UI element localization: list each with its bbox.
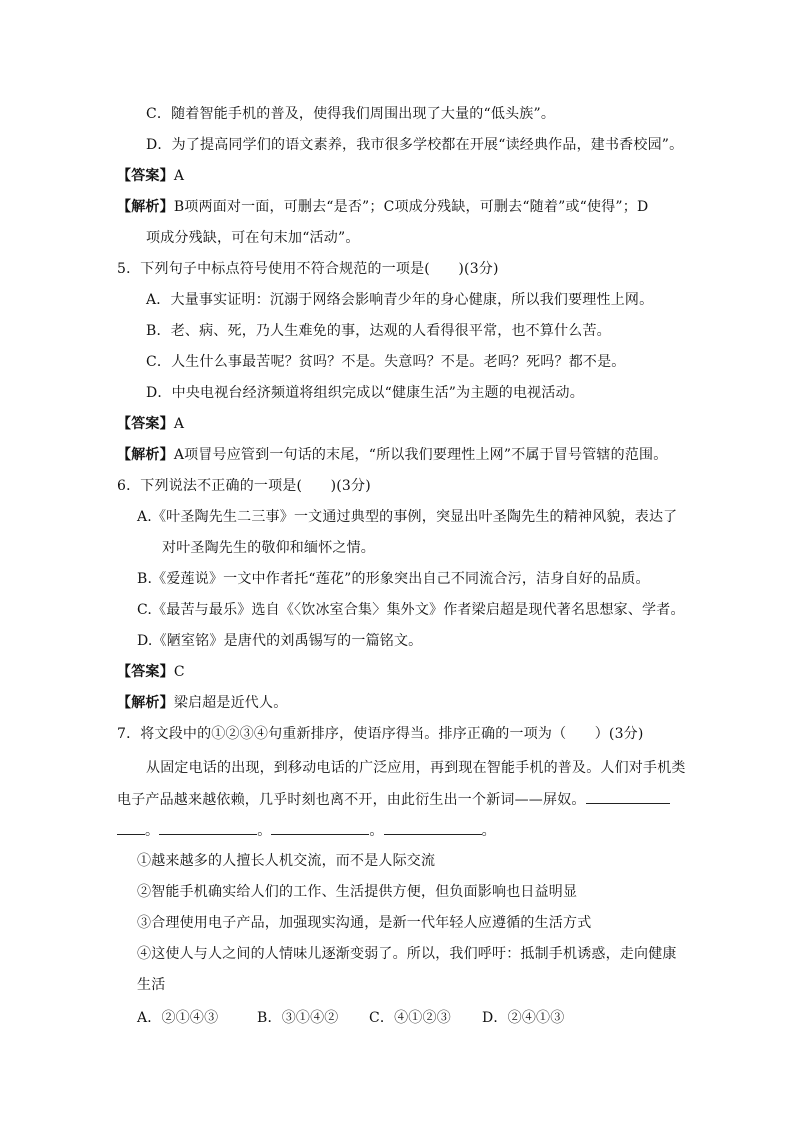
answer-label: 【答案】 bbox=[117, 664, 174, 680]
answer-blank bbox=[586, 789, 670, 804]
analysis-text: 梁启超是近代人。 bbox=[173, 695, 288, 711]
answer-label: 【答案】 bbox=[117, 416, 174, 432]
passage-text: 电子产品越来越依赖，几乎时刻也离不开，由此衍生出一个新词——屏奴。 bbox=[117, 792, 586, 808]
q7-option-c: C．④①②③ bbox=[369, 1010, 451, 1026]
q4-answer bbox=[117, 166, 184, 186]
analysis-text: B项两面对一面，可删去“是否”；C项成分残缺，可删去“随着”或“使得”；D bbox=[173, 199, 649, 215]
q5-answer bbox=[117, 414, 184, 434]
q6-option-a: A.《叶圣陶先生二三事》一文通过典型的事例，突显出叶圣陶先生的精神风貌，表达了 bbox=[137, 509, 678, 525]
q4-option-d: D．为了提高同学们的语文素养，我市很多学校都在开展“读经典作品，建书香校园”。 bbox=[146, 137, 684, 153]
q4-analysis-cont: 项成分残缺，可在句末加“活动”。 bbox=[146, 230, 360, 246]
analysis-label: 【解析】 bbox=[117, 199, 174, 215]
blank-separator: 。 bbox=[145, 823, 160, 839]
q7-sentence-4: ④这使人与人之间的人情味儿逐渐变弱了。所以，我们呼吁：抵制手机诱惑，走向健康 bbox=[137, 946, 677, 962]
q4-option-c: C．随着智能手机的普及，使得我们周围出现了大量的“低头族”。 bbox=[146, 106, 556, 122]
blank-separator: 。 bbox=[257, 823, 272, 839]
answer-blank bbox=[159, 820, 257, 835]
q7-sentence-3: ③合理使用电子产品，加强现实沟通，是新一代年轻人应遵循的生活方式 bbox=[137, 915, 592, 931]
q5-stem: 5．下列句子中标点符号使用不符合规范的一项是( )(3分) bbox=[117, 261, 499, 277]
q6-option-b: B.《爱莲说》一文中作者托“莲花”的形象突出自己不同流合污，洁身自好的品质。 bbox=[137, 571, 650, 587]
q5-option-b: B．老、病、死，乃人生难免的事，达观的人看得很平常，也不算什么苦。 bbox=[146, 323, 611, 339]
q7-sentence-4-cont: 生活 bbox=[137, 977, 166, 993]
answer-label: 【答案】 bbox=[117, 168, 174, 184]
q7-sentence-2: ②智能手机确实给人们的工作、生活提供方便，但负面影响也日益明显 bbox=[137, 884, 578, 900]
q6-option-d: D.《陋室铭》是唐代的刘禹锡写的一篇铭文。 bbox=[137, 633, 423, 649]
q7-passage-line: 从固定电话的出现，到移动电话的广泛应用，再到现在智能手机的普及。人们对手机类 bbox=[146, 760, 686, 776]
answer-value: A bbox=[173, 416, 185, 432]
q5-option-a: A．大量事实证明：沉溺于网络会影响青少年的身心健康，所以我们要理性上网。 bbox=[146, 292, 654, 308]
q5-analysis bbox=[117, 445, 667, 465]
q4-analysis bbox=[117, 197, 648, 217]
q7-option-a: A．②①④③ bbox=[137, 1010, 219, 1026]
analysis-label: 【解析】 bbox=[117, 447, 174, 463]
blank-separator: 。 bbox=[369, 823, 384, 839]
q6-answer bbox=[117, 662, 185, 682]
q6-option-a-cont: 对叶圣陶先生的敬仰和缅怀之情。 bbox=[162, 540, 375, 556]
answer-blank bbox=[384, 820, 482, 835]
q7-sentence-1: ①越来越多的人擅长人机交流，而不是人际交流 bbox=[137, 853, 436, 869]
answer-blank bbox=[117, 820, 145, 835]
q7-stem: 7．将文段中的①②③④句重新排序，使语序得当。排序正确的一项为（ ）(3分) bbox=[117, 726, 644, 742]
q6-stem: 6．下列说法不正确的一项是( )(3分) bbox=[117, 478, 371, 494]
analysis-label: 【解析】 bbox=[117, 695, 174, 711]
q7-blanks-line bbox=[117, 820, 496, 841]
answer-value: C bbox=[173, 664, 185, 680]
q7-option-b: B．③①④② bbox=[257, 1010, 339, 1026]
blank-separator: 。 bbox=[481, 823, 496, 839]
q5-option-c: C．人生什么事最苦呢？贫吗？不是。失意吗？不是。老吗？死吗？都不是。 bbox=[146, 354, 626, 370]
analysis-text: A项冒号应管到一句话的末尾，“所以我们要理性上网”不属于冒号管辖的范围。 bbox=[173, 447, 668, 463]
q7-passage-line bbox=[117, 789, 670, 810]
answer-blank bbox=[271, 820, 369, 835]
q6-option-c: C.《最苦与最乐》选自《〈饮冰室合集〉集外文》作者梁启超是现代著名思想家、学者。 bbox=[137, 602, 685, 618]
q5-option-d: D．中央电视台经济频道将组织完成以“健康生活”为主题的电视活动。 bbox=[146, 385, 584, 401]
answer-value: A bbox=[173, 168, 185, 184]
q6-analysis bbox=[117, 693, 287, 713]
q7-option-d: D．②④①③ bbox=[482, 1010, 565, 1026]
